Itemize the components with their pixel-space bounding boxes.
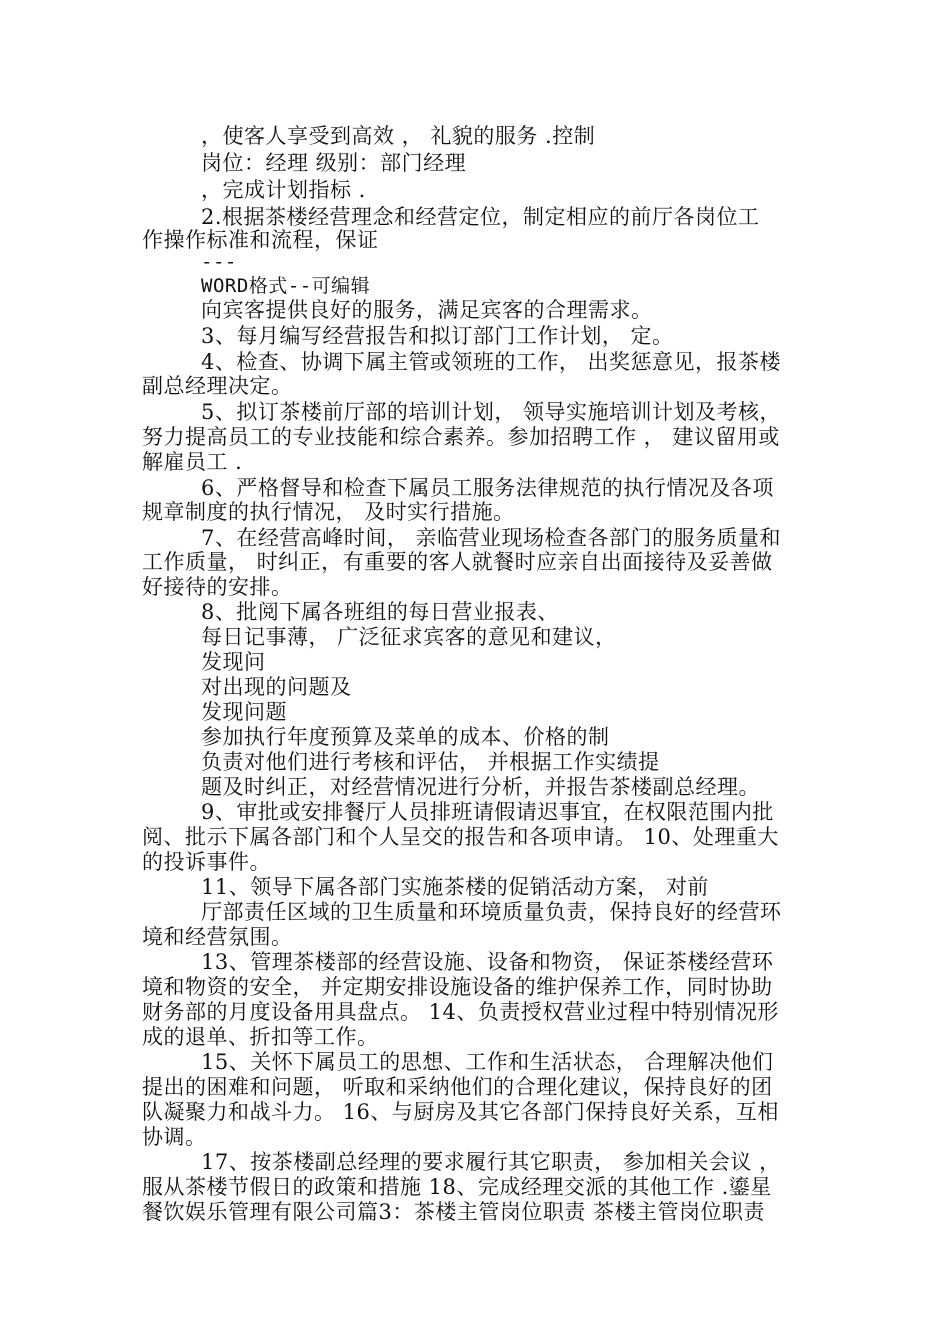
- text-line: 的投诉事件。: [142, 850, 271, 874]
- text-line: 8、批阅下属各班组的每日营业报表、: [201, 600, 559, 624]
- text-line: ，使客人享受到高效 ， 礼貌的服务 .控制: [201, 124, 596, 148]
- text-line: 发现问题: [201, 700, 287, 724]
- text-line: 每日记事薄， 广泛征求宾客的意见和建议，: [201, 625, 617, 649]
- text-line: 餐饮娱乐管理有限公司篇3：茶楼主管岗位职责 茶楼主管岗位职责: [142, 1200, 766, 1224]
- text-line: 队凝聚力和战斗力。 16、与厨房及其它各部门保持良好关系，互相: [142, 1100, 779, 1124]
- text-line: 好接待的安排。: [142, 575, 293, 599]
- text-line: 6、严格督导和检查下属员工服务法律规范的执行情况及各项: [201, 476, 774, 500]
- text-line: 发现问: [201, 650, 266, 674]
- text-line: ，完成计划指标 .: [201, 178, 366, 202]
- text-line: 作操作标准和流程，保证: [142, 228, 379, 252]
- text-line: 2.根据茶楼经营理念和经营定位，制定相应的前厅各岗位工: [201, 205, 760, 229]
- text-line: 提出的困难和问题， 听取和采纳他们的合理化建议，保持良好的团: [142, 1075, 773, 1099]
- text-line: 服从茶楼节假日的政策和措施 18、完成经理交派的其他工作 .鎏星: [142, 1175, 772, 1199]
- text-line: 解雇员工 .: [142, 450, 243, 474]
- text-line: 3、每月编写经营报告和拟订部门工作计划， 定。: [201, 324, 674, 348]
- text-line: 境和物资的安全， 并定期安排设施设备的维护保养工作，同时协助: [142, 975, 773, 999]
- text-line: 规章制度的执行情况， 及时实行措施。: [142, 500, 515, 524]
- text-line: 向宾客提供良好的服务，满足宾客的合理需求。: [201, 298, 653, 322]
- text-line: 15、关怀下属员工的思想、工作和生活状态， 合理解决他们: [201, 1050, 774, 1074]
- text-line: 13、管理茶楼部的经营设施、设备和物资， 保证茶楼经营环: [201, 950, 774, 974]
- text-line: 阅、批示下属各部门和个人呈交的报告和各项申请。 10、处理重大: [142, 825, 779, 849]
- text-line: 负责对他们进行考核和评估， 并根据工作实绩提: [201, 750, 660, 774]
- text-line: 工作质量， 时纠正，有重要的客人就餐时应亲自出面接待及妥善做: [142, 550, 773, 574]
- text-line: 厅部责任区域的卫生质量和环境质量负责，保持良好的经营环: [201, 900, 782, 924]
- text-line: 境和经营氛围。: [142, 925, 293, 949]
- text-line: 成的退单、折扣等工作。: [142, 1025, 379, 1049]
- text-line: 对出现的问题及: [201, 675, 352, 699]
- text-line: 协调。: [142, 1125, 207, 1149]
- text-line: 7、在经营高峰时间， 亲临营业现场检查各部门的服务质量和: [201, 526, 782, 550]
- text-line: 岗位：经理 级别：部门经理: [201, 151, 467, 175]
- text-line: 9、审批或安排餐厅人员排班请假请迟事宜，在权限范围内批: [201, 800, 774, 824]
- text-line: 努力提高员工的专业技能和综合素养。参加招聘工作 ， 建议留用或: [142, 425, 780, 449]
- text-line: 副总经理决定。: [142, 374, 293, 398]
- text-line: 5、拟订茶楼前厅部的培训计划， 领导实施培训计划及考核，: [201, 400, 782, 424]
- text-line: 11、领导下属各部门实施茶楼的促销活动方案， 对前: [201, 875, 709, 899]
- separator-text: ---: [201, 251, 237, 273]
- word-format-note: WORD格式--可编辑: [201, 275, 371, 297]
- text-line: 17、按茶楼副总经理的要求履行其它职责， 参加相关会议 ，: [201, 1150, 781, 1174]
- text-line: 4、检查、协调下属主管或领班的工作， 出奖惩意见，报茶楼: [201, 350, 782, 374]
- text-line: 财务部的月度设备用具盘点。 14、负责授权营业过程中特别情况形: [142, 1000, 779, 1024]
- text-line: 参加执行年度预算及菜单的成本、价格的制: [201, 725, 610, 749]
- text-line: 题及时纠正，对经营情况进行分析，并报告茶楼副总经理。: [201, 775, 760, 799]
